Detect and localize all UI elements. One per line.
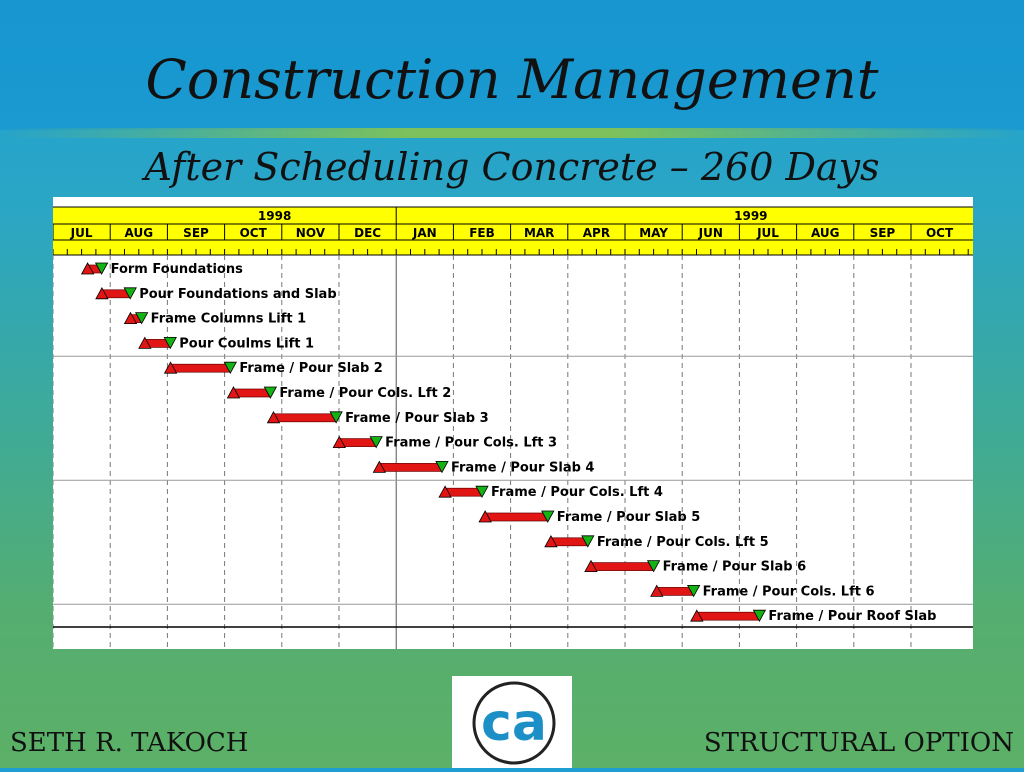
task-label: Pour Foundations and Slab	[139, 286, 337, 302]
logo-text: ca	[481, 693, 547, 753]
task-label: Frame / Pour Cols. Lft 6	[702, 584, 875, 600]
month-label: NOV	[295, 226, 326, 240]
slide-title: Construction Management	[145, 48, 879, 111]
task-label: Frame / Pour Cols. Lft 5	[596, 534, 769, 550]
month-label: DEC	[354, 226, 382, 240]
author-name: SETH R. TAKOCH	[10, 728, 249, 758]
task-label: Frame / Pour Slab 4	[450, 460, 595, 476]
task-label: Frame / Pour Cols. Lft 4	[491, 485, 663, 501]
slide-subtitle: After Scheduling Concrete – 260 Days	[144, 145, 880, 189]
gantt-chart	[53, 197, 973, 649]
title-divider	[0, 128, 1024, 138]
task-bar	[591, 563, 654, 571]
month-label: SEP	[869, 226, 896, 240]
task-bar	[657, 587, 694, 595]
task-bar	[485, 513, 548, 521]
option-label: STRUCTURAL OPTION	[703, 728, 1014, 758]
task-bar	[339, 439, 376, 447]
month-label: JAN	[412, 226, 437, 240]
task-label: Form Foundations	[110, 262, 243, 277]
task-label: Frame / Pour Slab 3	[345, 410, 489, 426]
task-label: Pour Coulms Lift 1	[179, 336, 315, 352]
month-label: OCT	[925, 226, 954, 240]
task-bar	[233, 389, 270, 397]
month-label: JUL	[757, 226, 779, 240]
task-bar	[697, 612, 760, 620]
month-label: JUN	[698, 226, 723, 240]
month-label: AUG	[124, 226, 154, 240]
year-label: 1999	[734, 209, 768, 223]
task-label: Frame / Pour Slab 2	[239, 361, 383, 377]
task-label: Frame / Pour Slab 6	[662, 559, 807, 575]
month-label: JUL	[70, 226, 93, 240]
task-bar	[445, 488, 482, 496]
month-label: OCT	[239, 226, 267, 240]
month-label: SEP	[183, 226, 209, 240]
month-label: FEB	[469, 226, 495, 240]
month-label: APR	[582, 226, 611, 240]
month-label: MAY	[639, 226, 668, 240]
task-bar	[379, 463, 442, 471]
logo-icon	[452, 676, 572, 768]
gantt-svg	[53, 197, 973, 649]
task-label: Frame Columns Lift 1	[150, 311, 307, 327]
task-label: Frame / Pour Cols. Lft 3	[385, 435, 558, 451]
task-bar	[551, 538, 588, 546]
company-logo	[452, 676, 572, 768]
task-label: Frame / Pour Slab 5	[556, 510, 701, 525]
task-bar	[171, 364, 231, 372]
month-label: MAR	[523, 226, 555, 240]
task-label: Frame / Pour Cols. Lft 2	[279, 386, 452, 401]
task-label: Frame / Pour Roof Slab	[768, 609, 937, 625]
task-bar	[274, 414, 337, 422]
month-label: AUG	[810, 226, 840, 240]
year-label: 1998	[257, 209, 292, 223]
